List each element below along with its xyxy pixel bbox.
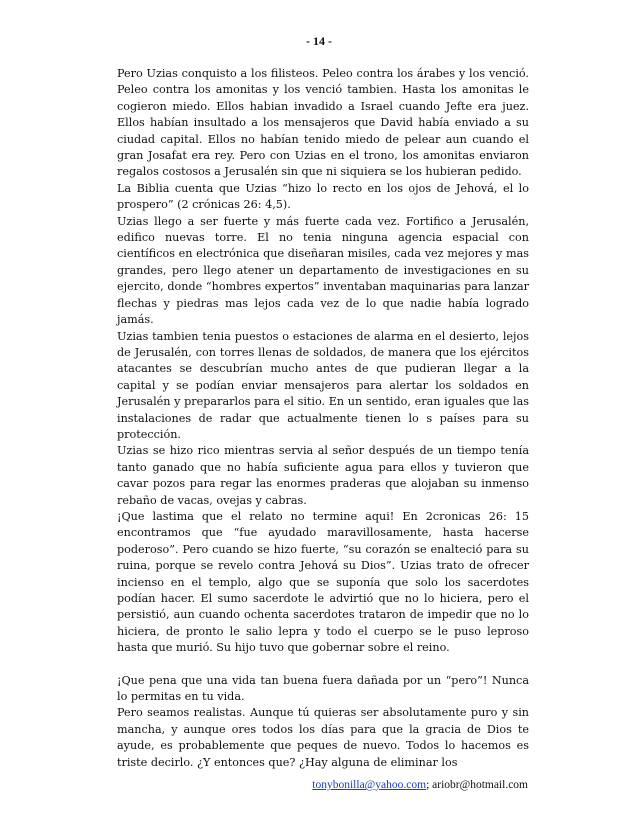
paragraph: ¡Que pena que una vida tan buena fuera dañada por un “pero”! Nunca lo permitas en tu vida. bbox=[117, 673, 529, 704]
paragraph: Uzias se hizo rico mientras servia al señor después de un tiempo tenía tanto ganado que no había suficiente agua para ellos y tuvieron que cavar pozos para regar las enormes praderas que alojaban su inmenso rebaño de vacas, ovejas y cabras. bbox=[117, 444, 529, 507]
paragraph: Uzias llego a ser fuerte y más fuerte cada vez. Fortifico a Jerusalén, edifico nuevas torre. El no tenia ninguna agencia espacial con científicos en electrónica que diseñaran misiles, cada vez mejores y mas grandes, pero llego atener un departamento de investigaciones en su ejercito, donde “hombres expertos” inventaban maquinarias para lanzar flechas y piedras mas lejos cada vez de lo que nadie había logrado jamás. bbox=[117, 214, 529, 327]
email-separator: ; bbox=[426, 779, 433, 791]
page-number: - 14 - bbox=[306, 34, 332, 48]
email-address: ariobr@hotmail.com bbox=[432, 779, 528, 791]
paragraph: Uzias tambien tenia puestos o estaciones de alarma en el desierto, lejos de Jerusalén, con torres llenas de soldados, de manera que los ejércitos atacantes se descubrían mucho antes de que pudieran llegar a la capital y se podían enviar mensajeros para alertar los soldados en Jerusalén y prepararlos para el sitio. En un sentido, eran iguales que las instalaciones de radar que actualmente tienen lo s países para su protección. bbox=[117, 329, 529, 441]
footer-contact bbox=[312, 779, 528, 791]
body-text bbox=[117, 66, 529, 771]
paragraph: ¡Que lastima que el relato no termine aqui! En 2cronicas 26: 15 encontramos que “fue ayudado maravillosamente, hasta hacerse poderoso”. Pero cuando se hizo fuerte, “su corazón se enalteció para su ruina, porque se revelo contra Jehová su Dios”. Uzias trato de ofrecer incienso en el templo, algo que se suponía que solo los sacerdotes podían hacer. El sumo sacerdote le advirtió que no lo hiciera, pero el persistió, aun cuando ochenta sacerdotes trataron de impedir que no lo hiciera, de pronto le salio lepra y todo el cuerpo se le puso leproso hasta que murió. Su hijo tuvo que gobernar sobre el reino. bbox=[117, 509, 529, 655]
paragraph: Pero seamos realistas. Aunque tú quieras ser absolutamente puro y sin mancha, y aunque ores todos los días para que la gracia de Dios te ayude, es probablemente que peques de nuevo. Todos lo hacemos es triste decirlo. ¿Y entonces que? ¿Hay alguna de eliminar los bbox=[117, 706, 529, 769]
paragraph: Pero Uzias conquisto a los filisteos. Peleo contra los árabes y los venció. Peleo contra los amonitas y los venció tambien. Hasta los amonitas le cogieron miedo. Ellos habian invadido a Israel cuando Jefte era juez. Ellos habían insultado a los mensajeros que David había enviado a su ciudad capital. Ellos no habían tenido miedo de pelear aun cuando el gran Josafat era rey. Pero con Uzias en el trono, los amonitas enviaron regalos costosos a Jerusalén sin que ni siquiera se los hubieran pedido. bbox=[117, 67, 529, 179]
email-link[interactable]: tonybonilla@yahoo.com bbox=[312, 779, 427, 791]
paragraph: La Biblia cuenta que Uzias “hizo lo recto en los ojos de Jehová, el lo prospero” (2 crónicas 26: 4,5). bbox=[117, 181, 529, 212]
